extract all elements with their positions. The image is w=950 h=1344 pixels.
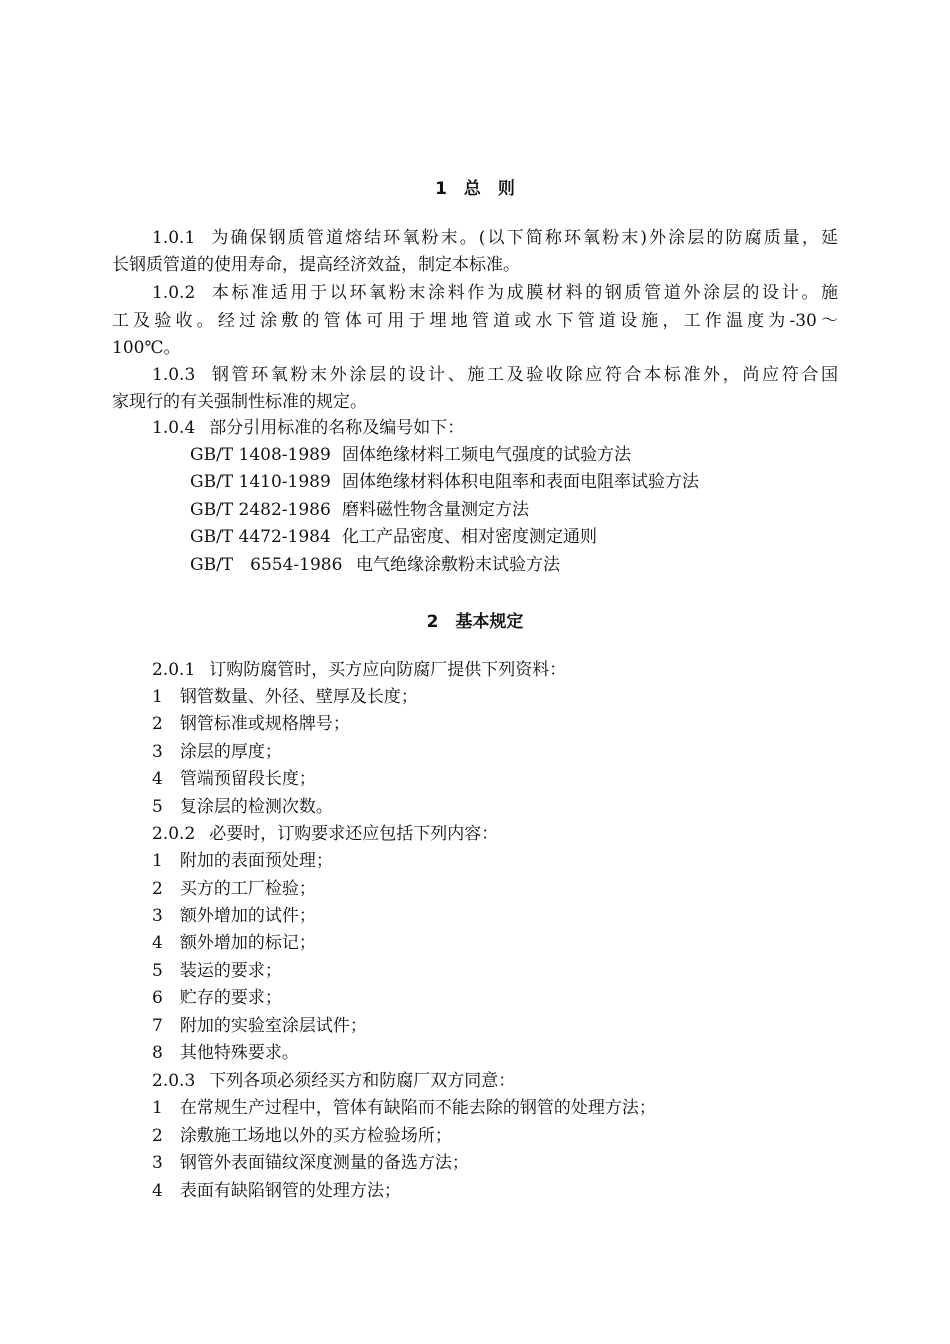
list-item: 6 贮存的要求； [152,988,282,1008]
reference-title: 固体绝缘材料体积电阻率和表面电阻率试验方法 [342,472,699,492]
clause-number: 2.0.1 [152,660,196,680]
reference-title: 固体绝缘材料工频电气强度的试验方法 [342,445,631,465]
clause-text: 下列各项必须经买方和防腐厂双方同意： [209,1071,516,1091]
list-item: 4 表面有缺陷钢管的处理方法； [152,1181,401,1201]
clause-1-0-2-line-1 [152,283,838,303]
clause-1-0-3-line-1 [152,365,838,385]
list-item: 2 买方的工厂检验； [152,879,316,899]
section-1-heading: 1 总 则 [435,179,515,199]
reference-item [190,445,916,465]
clause-text: 为确保钢质管道熔结环氧粉末。(以下简称环氧粉末)外涂层的防腐质量，延 [209,228,838,248]
section-2-heading: 2 基本规定 [426,612,524,632]
reference-item [190,472,916,492]
list-item: 5 复涂层的检测次数。 [152,797,333,817]
list-item: 2 钢管标准或规格牌号； [152,714,350,734]
clause-2-0-3 [152,1071,878,1091]
list-item: 8 其他特殊要求。 [152,1043,299,1063]
reference-code: GB/T 4472-1984 [190,527,331,547]
clause-text: 钢管环氧粉末外涂层的设计、施工及验收除应符合本标准外，尚应符合国 [209,365,838,385]
clause-1-0-2-line-2: 工及验收。经过涂敷的管体可用于埋地管道或水下管道设施，工作温度为-30～ [112,311,838,331]
clause-number: 2.0.3 [152,1071,196,1091]
reference-code: GB/T 2482-1986 [190,500,331,520]
reference-code: GB/T 6554-1986 [190,555,343,575]
clause-2-0-1 [152,660,878,680]
reference-code: GB/T 1408-1989 [190,445,331,465]
list-item: 4 额外增加的标记； [152,933,316,953]
list-item: 3 钢管外表面锚纹深度测量的备选方法； [152,1153,469,1173]
clause-1-0-3-line-2: 家现行的有关强制性标准的规定。 [112,392,367,412]
clause-1-0-1-line-1 [152,228,838,248]
list-item: 5 装运的要求； [152,961,282,981]
list-item: 7 附加的实验室涂层试件； [152,1016,367,1036]
clause-number: 1.0.2 [152,283,196,303]
reference-item [190,527,916,547]
clause-2-0-2 [152,824,878,844]
reference-item [190,500,916,520]
list-item: 4 管端预留段长度； [152,769,316,789]
clause-number: 1.0.3 [152,365,196,385]
clause-1-0-4 [152,418,878,438]
list-item: 3 额外增加的试件； [152,906,316,926]
reference-item [190,555,916,575]
clause-number: 2.0.2 [152,824,196,844]
reference-title: 电气绝缘涂敷粉末试验方法 [356,555,560,575]
list-item: 1 钢管数量、外径、壁厚及长度； [152,687,418,707]
reference-code: GB/T 1410-1989 [190,472,331,492]
clause-text: 本标准适用于以环氧粉末涂料作为成膜材料的钢质管道外涂层的设计。施 [209,283,838,303]
reference-title: 磨料磁性物含量测定方法 [342,500,529,520]
clause-number: 1.0.1 [152,228,196,248]
list-item: 3 涂层的厚度； [152,742,282,762]
list-item: 1 附加的表面预处理； [152,851,333,871]
clause-number: 1.0.4 [152,418,196,438]
reference-title: 化工产品密度、相对密度测定通则 [342,527,597,547]
list-item: 1 在常规生产过程中，管体有缺陷而不能去除的钢管的处理方法； [152,1098,656,1118]
clause-text: 订购防腐管时，买方应向防腐厂提供下列资料： [209,660,567,680]
clause-1-0-1-line-2: 长钢质管道的使用寿命，提高经济效益，制定本标准。 [112,255,520,275]
clause-text: 必要时，订购要求还应包括下列内容： [209,824,499,844]
list-item: 2 涂敷施工场地以外的买方检验场所； [152,1126,452,1146]
clause-1-0-2-line-3: 100℃。 [112,338,181,358]
clause-text: 部分引用标准的名称及编号如下： [209,418,465,438]
